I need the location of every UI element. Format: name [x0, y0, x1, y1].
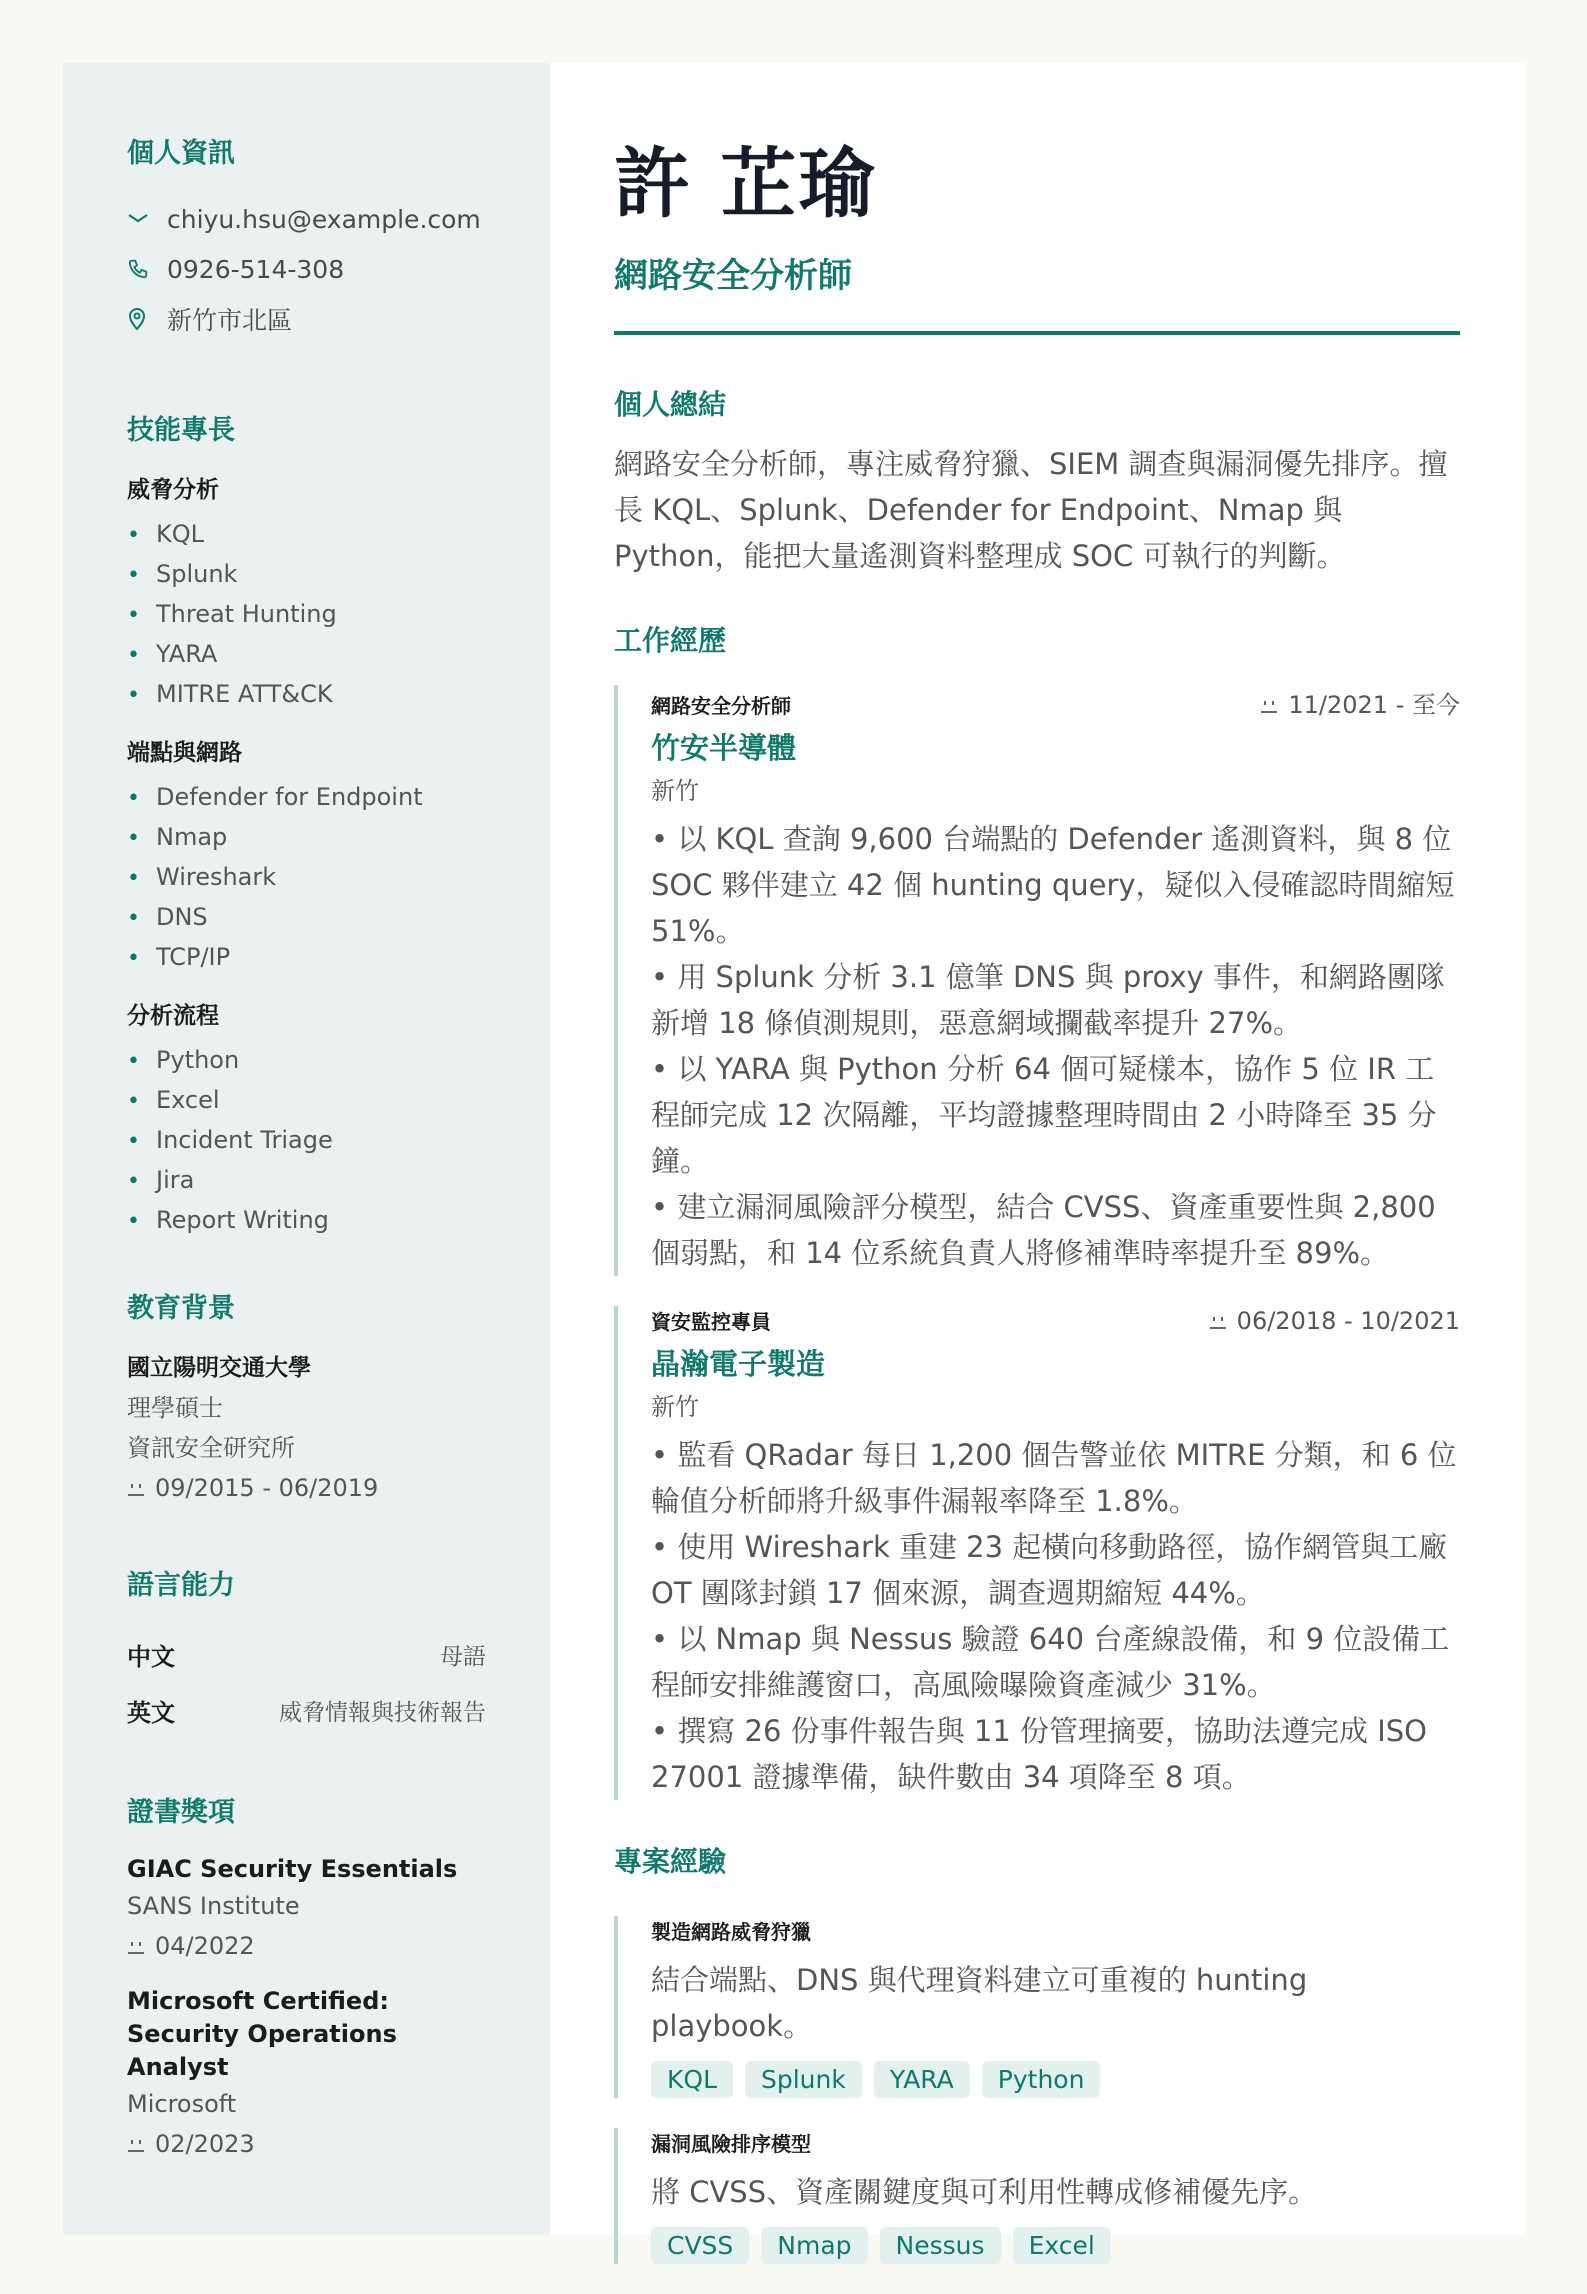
skill-item: • Splunk [127, 554, 486, 594]
header-divider [614, 331, 1460, 335]
project-entry [614, 2128, 1460, 2264]
cert-date: 04/2022 [127, 1926, 486, 1967]
skill-item: • Python [127, 1040, 486, 1080]
project-entry [614, 1916, 1460, 2098]
skill-item: • Wireshark [127, 857, 486, 897]
job-bullet: • 建立漏洞風險評分模型，結合 CVSS、資產重要性與 2,800 個弱點，和 14 位系統負責人將修補準時率提升至 89%。 [651, 1190, 1436, 1270]
language-level: 威脅情報與技術報告 [279, 1699, 486, 1726]
contact-phone[interactable] [127, 244, 486, 294]
skills-heading: 技能專長 [127, 415, 235, 446]
language-name: 中文 [127, 1642, 175, 1671]
project-tags [651, 2061, 1460, 2098]
calendar-icon [127, 1469, 145, 1509]
education-heading: 教育背景 [127, 1293, 235, 1324]
job-bullet: • 以 KQL 查詢 9,600 台端點的 Defender 遙測資料，與 8 位 SOC 夥伴建立 42 個 hunting query，疑似入侵確認時間縮短 51%。 [651, 822, 1455, 948]
skill-item: • Excel [127, 1080, 486, 1120]
projects-heading: 專案經驗 [614, 1845, 727, 1878]
language-level: 母語 [440, 1643, 486, 1670]
cert-date: 02/2023 [127, 2124, 486, 2165]
project-description: 結合端點、DNS 與代理資料建立可重複的 hunting playbook。 [651, 1963, 1308, 2043]
education-department: 資訊安全研究所 [127, 1434, 295, 1462]
calendar-icon [1260, 692, 1278, 720]
phone-icon [127, 258, 167, 280]
mail-icon [127, 212, 167, 226]
personal-heading: 個人資訊 [127, 138, 235, 169]
project-tag: Nessus [880, 2227, 1001, 2264]
project-title: 製造網路威脅狩獵 [651, 1920, 811, 1944]
certs-heading: 證書獎項 [127, 1797, 235, 1828]
job-dates: 06/2018 - 10/2021 [1209, 1307, 1460, 1336]
language-row [127, 1626, 486, 1682]
job-bullet: • 監看 QRadar 每日 1,200 個告警並依 MITRE 分類，和 6 位輪值分析師將升級事件漏報率降至 1.8%。 [651, 1438, 1457, 1518]
project-title: 漏洞風險排序模型 [651, 2132, 811, 2156]
project-tag: KQL [651, 2061, 733, 2098]
education-dates: 09/2015 - 06/2019 [127, 1468, 486, 1509]
languages-heading: 語言能力 [127, 1570, 235, 1601]
job-bullet: • 使用 Wireshark 重建 23 起橫向移動路徑，協作網管與工廠 OT 團隊封鎖 17 個來源，調查週期縮短 44%。 [651, 1530, 1448, 1610]
skill-item: • Threat Hunting [127, 594, 486, 634]
cert-issuer: Microsoft [127, 2090, 237, 2118]
experience-heading: 工作經歷 [614, 624, 727, 657]
job-bullet: • 以 YARA 與 Python 分析 64 個可疑樣本，協作 5 位 IR 工程師完成 12 次隔離，平均證據整理時間由 2 小時降至 35 分鐘。 [651, 1052, 1437, 1178]
summary-text: 網路安全分析師，專注威脅狩獵、SIEM 調查與漏洞優先排序。擅長 KQL、Splunk、Defender for Endpoint、Nmap 與 Python，能把大量遙測資料整理成 SOC 可執行的判斷。 [614, 447, 1448, 573]
job-role: 網路安全分析師 [651, 694, 791, 718]
skill-group-title: 威脅分析 [127, 477, 219, 503]
skill-item: • KQL [127, 514, 486, 554]
job-company: 晶瀚電子製造 [651, 1347, 826, 1381]
summary-heading: 個人總結 [614, 388, 727, 421]
calendar-icon [127, 1927, 145, 1967]
skill-item: • DNS [127, 897, 486, 937]
job-bullet: • 以 Nmap 與 Nessus 驗證 640 台產線設備，和 9 位設備工程師安排維護窗口，高風險曝險資產減少 31%。 [651, 1622, 1450, 1702]
job-location: 新竹 [651, 1393, 699, 1421]
project-description: 將 CVSS、資產關鍵度與可利用性轉成修補優先序。 [651, 2175, 1318, 2209]
candidate-name: 許 芷瑜 [614, 139, 877, 228]
job-company: 竹安半導體 [651, 731, 797, 765]
project-tag: Python [982, 2061, 1101, 2098]
job-location: 新竹 [651, 777, 699, 805]
skill-item: • Report Writing [127, 1200, 486, 1240]
skill-item: • Jira [127, 1160, 486, 1200]
job-entry [614, 1306, 1460, 1800]
education-degree: 理學碩士 [127, 1394, 223, 1422]
skill-group-title: 端點與網路 [127, 740, 242, 766]
skill-item: • Defender for Endpoint [127, 777, 486, 817]
project-tag: Splunk [745, 2061, 862, 2098]
skill-item: • Incident Triage [127, 1120, 486, 1160]
contact-location [127, 294, 486, 344]
resume-page [63, 63, 1525, 2260]
language-name: 英文 [127, 1698, 175, 1727]
project-tag: YARA [874, 2061, 970, 2098]
skill-item: • Nmap [127, 817, 486, 857]
phone-text: 0926-514-308 [167, 254, 345, 284]
cert-name: Microsoft Certified: Security Operations Analyst [127, 1987, 397, 2081]
location-pin-icon [127, 307, 167, 331]
skill-item: • YARA [127, 634, 486, 674]
skill-list [127, 1040, 486, 1240]
candidate-title: 網路安全分析師 [614, 256, 852, 296]
cert-name: GIAC Security Essentials [127, 1855, 458, 1883]
skill-group-title: 分析流程 [127, 1003, 219, 1029]
language-row [127, 1682, 486, 1738]
skill-item: • MITRE ATT&CK [127, 674, 486, 714]
project-tag: Excel [1013, 2227, 1111, 2264]
project-tag: CVSS [651, 2227, 749, 2264]
location-text: 新竹市北區 [167, 306, 293, 335]
contact-email[interactable] [127, 194, 486, 244]
sidebar [63, 63, 550, 2235]
project-tag: Nmap [761, 2227, 867, 2264]
job-bullet: • 撰寫 26 份事件報告與 11 份管理摘要，協助法遵完成 ISO 27001 證據準備，缺件數由 34 項降至 8 項。 [651, 1714, 1428, 1794]
job-dates: 11/2021 - 至今 [1260, 685, 1460, 720]
email-text: chiyu.hsu@example.com [167, 204, 481, 234]
education-school: 國立陽明交通大學 [127, 1355, 311, 1381]
job-entry [614, 685, 1460, 1276]
calendar-icon [1209, 1308, 1227, 1336]
skill-list [127, 514, 486, 714]
skill-item: • TCP/IP [127, 937, 486, 977]
calendar-icon [127, 2125, 145, 2165]
main-content [614, 63, 1460, 2294]
job-role: 資安監控專員 [651, 1310, 771, 1334]
job-bullet: • 用 Splunk 分析 3.1 億筆 DNS 與 proxy 事件，和網路團隊新增 18 條偵測規則，惡意網域攔截率提升 27%。 [651, 960, 1445, 1040]
skill-list [127, 777, 486, 977]
cert-issuer: SANS Institute [127, 1892, 300, 1920]
